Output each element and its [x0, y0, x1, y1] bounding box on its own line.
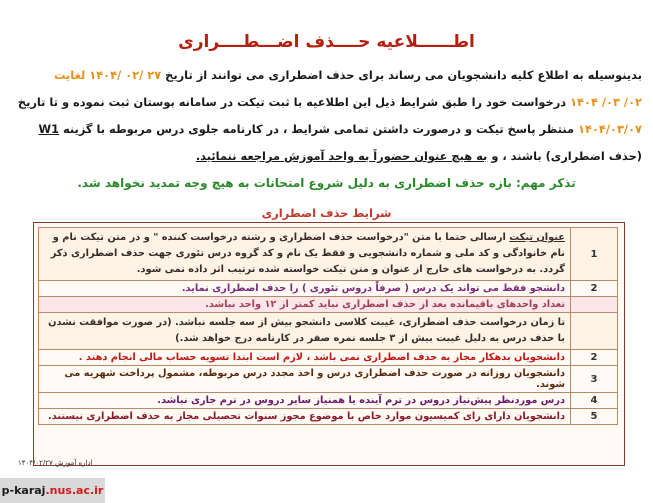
- date-from: ۲۷ /۰۲ /۱۴۰۴ لغایت: [53, 68, 162, 82]
- table-row: [39, 228, 618, 281]
- intro-line-4: [12, 149, 642, 163]
- condition-text: دانشجویان دارای رای کمیسیون موارد خاص با موضوع مجوز سنوات تحصیلی مجاز به حذف اضطراری نیستند.: [39, 409, 571, 425]
- condition-text: درس موردنظر پیش‌نیاز دروس در ترم آینده یا همنیاز سایر دروس در ترم جاری نباشد.: [39, 393, 571, 409]
- table-row: [39, 393, 618, 409]
- row-number: 2: [571, 350, 618, 366]
- intro-text-3: منتظر پاسخ تیکت و درصورت داشتن تمامی شرایط ، در کارنامه جلوی درس مربوطه با گزینه: [63, 122, 575, 136]
- table-row: [39, 366, 618, 393]
- condition-1-title: عنوان تیکت: [509, 232, 565, 243]
- table-row: [39, 281, 618, 297]
- conditions-table: [38, 227, 618, 425]
- w1-code: W1: [38, 122, 60, 136]
- row-number: [571, 297, 618, 313]
- date-answer: ۱۴۰۴/۰۳/۰۷: [578, 122, 642, 136]
- intro-text-1: بدینوسیله به اطلاع کلیه دانشجویان می رساند برای حذف اضطراری می توانند از تاریخ: [165, 68, 642, 82]
- site-url[interactable]: [2, 484, 104, 497]
- row-number: 5: [571, 409, 618, 425]
- table-row: [39, 350, 618, 366]
- condition-1-text: ارسالی حتما با متن "درخواست حذف اضطراری و رشته درخواست کننده " و در متن تیکت نام و نام خانوادگی و کد ملی و شماره دانشجویی و فقط یک نام و کد گروه درس تئوری جهت حذف اضطراری ذکر گردد. به درخواست های خارج از عنوان و متن تیکت خواسته شده ترتیب اثر داده نمی شود.: [50, 232, 565, 275]
- site-url-badge[interactable]: [0, 478, 105, 503]
- condition-text: دانشجو فقط می تواند یک درس ( صرفاً دروس تئوری ) را حذف اضطراری نماید.: [39, 281, 571, 297]
- condition-text: [39, 228, 571, 281]
- url-prefix: p-karaj: [1, 484, 46, 497]
- row-number: [571, 313, 618, 350]
- condition-text: دانشجویان بدهکار مجاز به حذف اضطراری نمی باشد ، لازم است ابتدا تسویه حساب مالی انجام دهند .: [39, 350, 571, 366]
- conditions-title: شرایط حذف اضطراری: [261, 206, 392, 220]
- table-row: [39, 297, 618, 313]
- intro-text-4a: (حذف اضطراری) باشند ، و: [491, 149, 642, 163]
- page-title: اطــــــلاعیه حــــذف اضـــطــــراری: [178, 32, 475, 52]
- intro-line-3: [12, 122, 642, 136]
- intro-line-2: [12, 95, 642, 109]
- condition-text: تا زمان درخواست حذف اضطراری، غیبت کلاسی دانشجو بیش از سه جلسه نباشد. (در صورت موافقت نشدن با حذف درس به دلیل غیبت بیش از ۳ جلسه نمره صفر در کارنامه درج خواهد شد.): [39, 313, 571, 350]
- intro-line-1: [12, 68, 642, 82]
- table-row: [39, 409, 618, 425]
- row-number: 1: [571, 228, 618, 281]
- row-number: 4: [571, 393, 618, 409]
- condition-text: تعداد واحدهای باقیمانده بعد از حذف اضطراری نباید کمتر از ۱۲ واحد نباشد.: [39, 297, 571, 313]
- url-suffix: .nus.ac.ir: [45, 484, 104, 497]
- condition-text: دانشجویان روزانه در صورت حذف اضطراری درس و اخذ مجدد درس مربوطه، مشمول پرداخت شهریه می شوند.: [39, 366, 571, 393]
- education-office-date: اداره آموزش ۱۴۰۴/۰۲/۲۷: [18, 459, 93, 467]
- row-number: 3: [571, 366, 618, 393]
- intro-text-2: درخواست خود را طبق شرایط ذیل این اطلاعیه با ثبت تیکت در سامانه بوستان ثبت نموده و تا تاریخ: [17, 95, 567, 109]
- date-to: ۰۲/ ۰۳/ ۱۴۰۴: [570, 95, 642, 109]
- row-number: 2: [571, 281, 618, 297]
- table-row: [39, 313, 618, 350]
- intro-text-4b: به هیچ عنوان حضوراً به واحد آموزش مراجعه ننمائید.: [195, 149, 488, 163]
- important-notice: تذکر مهم: بازه حذف اضطراری به دلیل شروع امتحانات به هیچ وجه تمدید نخواهد شد.: [77, 176, 576, 190]
